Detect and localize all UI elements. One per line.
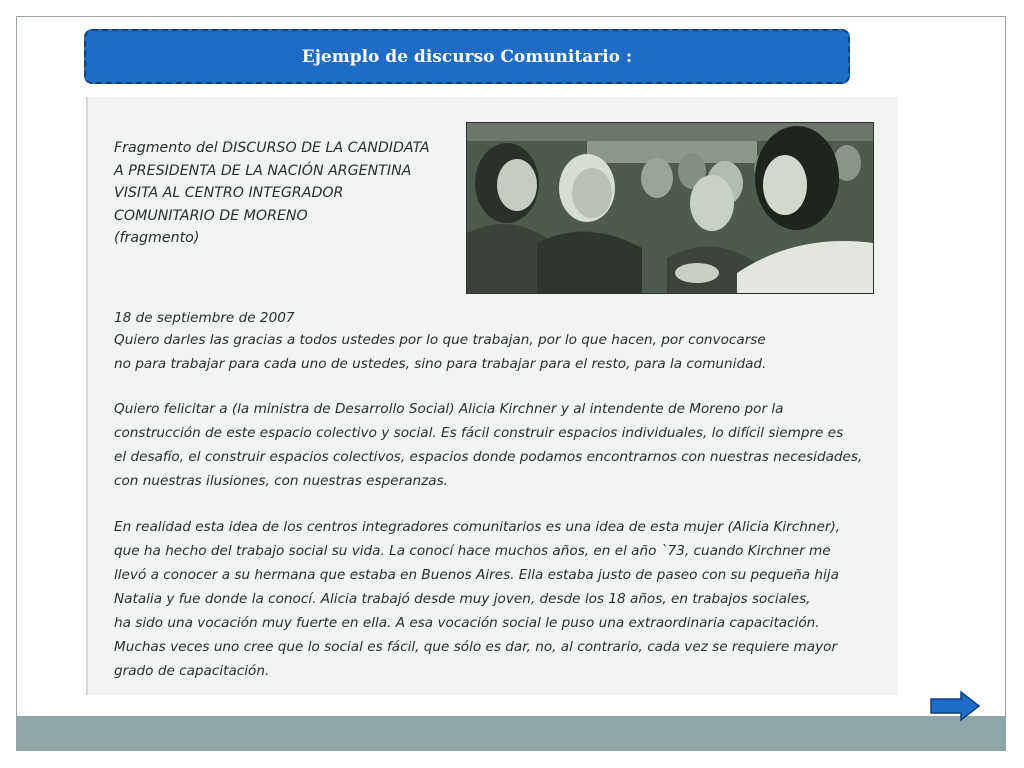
paragraph-3 — [114, 515, 884, 683]
heading-line: VISITA AL CENTRO INTEGRADOR — [114, 185, 344, 201]
footer-bar — [17, 716, 1005, 750]
text-line: grado de capacitación. — [114, 663, 270, 679]
text-line: que ha hecho del trabajo social su vida. La conocí hace muchos años, en el año `73, cuando Kirchner me — [114, 543, 831, 559]
document-heading — [114, 137, 459, 250]
text-line: el desafío, el construir espacios colectivos, espacios donde podamos encontrarnos con nuestras necesidades, — [114, 449, 863, 465]
text-line: no para trabajar para cada uno de ustedes, sino para trabajar para el resto, para la comunidad. — [114, 356, 767, 372]
text-line: Natalia y fue donde la conocí. Alicia trabajó desde muy joven, desde los 18 años, en trabajos sociales, — [114, 591, 811, 607]
title-banner — [84, 29, 850, 84]
text-line: Quiero darles las gracias a todos ustedes por lo que trabajan, por lo que hacen, por convocarse — [114, 332, 766, 348]
text-line: Quiero felicitar a (la ministra de Desarrollo Social) Alicia Kirchner y al intendente de Moreno por la — [114, 401, 784, 417]
paragraph-2 — [114, 397, 884, 493]
heading-line: Fragmento del DISCURSO DE LA CANDIDATA — [114, 140, 430, 156]
heading-line: A PRESIDENTA DE LA NACIÓN ARGENTINA — [114, 162, 412, 179]
heading-line: COMUNITARIO DE MORENO — [114, 207, 308, 224]
text-line: llevó a conocer a su hermana que estaba en Buenos Aires. Ella estaba justo de paseo con su pequeña hija — [114, 567, 839, 583]
paragraph-1 — [114, 328, 884, 376]
heading-line: (fragmento) — [114, 230, 200, 246]
next-slide-button[interactable] — [929, 690, 981, 722]
text-line: En realidad esta idea de los centros integradores comunitarios es una idea de esta mujer (Alicia Kirchner), — [114, 519, 841, 535]
text-line: con nuestras ilusiones, con nuestras esperanzas. — [114, 473, 449, 489]
text-line: construcción de este espacio colectivo y social. Es fácil construir espacios individuales, lo difícil siempre es — [114, 425, 844, 441]
text-line: Muchas veces uno cree que lo social es fácil, que sólo es dar, no, al contrario, cada vez se requiere mayor — [114, 639, 838, 655]
crowd-photo — [466, 122, 874, 294]
text-line: ha sido una vocación muy fuerte en ella. A esa vocación social le puso una extraordinaria capacitación. — [114, 615, 820, 631]
arrow-right-icon — [929, 690, 981, 722]
slide-title: Ejemplo de discurso Comunitario : — [301, 46, 633, 67]
scanned-document — [86, 97, 898, 695]
document-date: 18 de septiembre de 2007 — [114, 310, 295, 326]
